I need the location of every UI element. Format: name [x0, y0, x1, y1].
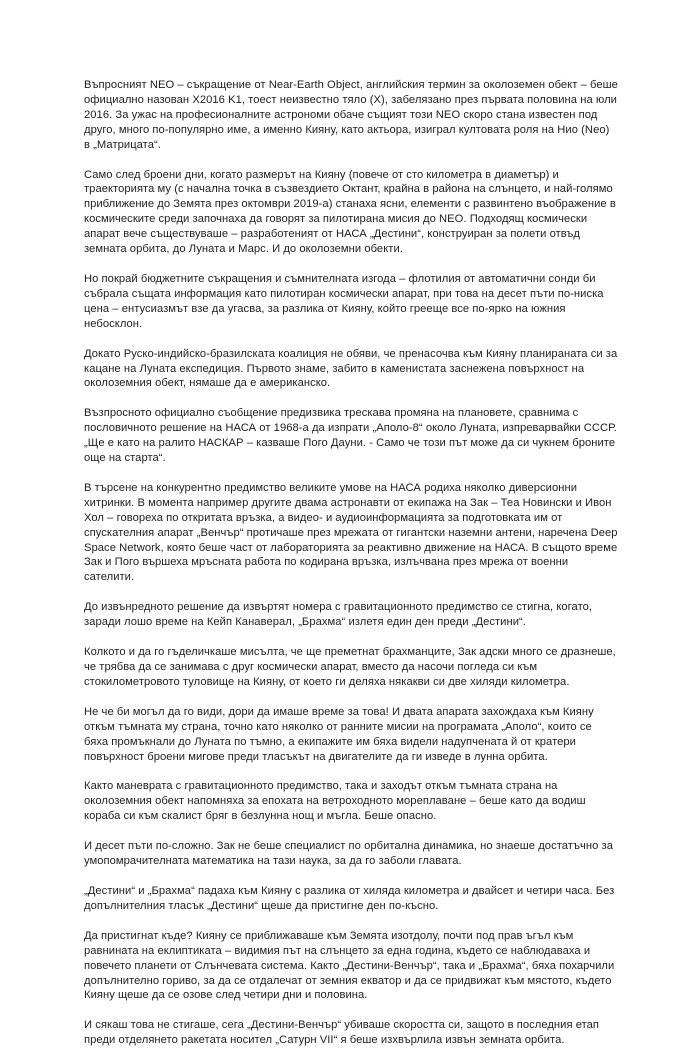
paragraph-9: Не че би могъл да го види, дори да имаше време за това! И двата апарата захождаха към Кияну откъм тъмната му страна, точно като няколко от ранните мисии на програмата „Аполо“, които се бяха промъкнали до Луната по тъмно, а екипажите им бяха видели надупчената й от кратери повърхност броени мигове преди тласъкът на двигателите да ги изведе в лунна орбита.	[84, 705, 594, 763]
document-body	[84, 78, 618, 1048]
paragraph-7: До извънредното решение да извъртят номера с гравитационното предимство се стигна, когато, заради лошо време на Кейп Канаверал, „Брахма“ излетя един ден преди „Дестини“.	[84, 601, 593, 629]
paragraph-6: В търсене на конкурентно предимство великите умове на НАСА родиха няколко диверсионни хитринки. В момента например другите двама астронавти от екипажа на Зак – Теа Новински и Ивон Хол – говореха по откритата връзка, а видео- и аудиоинформацията за подготовката им от спускателния апарат „Венчър“ протичаше през мрежата от гигантски наземни антени, наречена Deep Space Network, която беше част от лабораторията за реактивно движение на НАСА. В същото време Зак и Пого вършеха мръсната работа по кодирана връзка, излъчвана през мрежа от военни сателити.	[84, 481, 618, 584]
paragraph-8: Колкото и да го гъделичкаше мисълта, че ще преметнат брахманците, Зак адски много се дразнеше, че трябва да се занимава с друг космически апарат, вместо да насочи погледа си към стокилометровото туловище на Кияну, от което ги деляха някакви си две хиляди километра.	[84, 646, 616, 688]
paragraph-2: Само след броени дни, когато размерът на Кияну (повече от сто километра в диаметър) и траекторията му (с начална точка в съзвездието Октант, крайна в района на слънцето, и най-голямо приближение до Земята през октомври 2019-а) станаха ясни, елементи с развинтено въображение в космическите среди започнаха да говорят за пилотирана мисия до NEO. Подходящ космически апарат вече съществуваше – разработеният от НАСА „Дестини“, конструиран за полети отвъд земната орбита, до Луната и Марс. И до околоземни обекти.	[84, 168, 616, 256]
paragraph-13: Да пристигнат къде? Кияну се приближаваше към Земята изотдолу, почти под прав ъгъл към равнината на еклиптиката – видимия път на слънцето за една година, където се наблюдаваха и повечето планети от Слънчевата система. Както „Дестини-Венчър“, така и „Брахма“, бяха похарчили допълнително гориво, за да се отдалечат от земния екватор и да се придвижат към мястото, където Кияну щеше да се озове след четири дни и половина.	[84, 929, 615, 1002]
paragraph-5: Възпросното официално съобщение предизвика трескава промяна на плановете, сравнима с пословичното решение на НАСА от 1968-а да изпрати „Аполо-8“ около Луната, изпреварвайки СССР. „Ще е като на ралито НАСКАР – казваше Пого Дауни. - Само че този път може да си чукнем броните още на старта“.	[84, 407, 617, 465]
paragraph-10: Както маневрата с гравитационното предимство, така и заходът откъм тъмната страна на околоземния обект напомняха за епохата на ветроходното мореплаване – беше като да водиш кораба си към скалист бряг в безлунна нощ и мъгла. Беше опасно.	[84, 780, 586, 823]
paragraph-11: И десет пъти по-сложно. Зак не беше специалист по орбитална динамика, но знаеше достатъчно за умопомрачителната математика на тази наука, за да го заболи главата.	[84, 840, 613, 868]
paragraph-12: „Дестини“ и „Брахма“ падаха към Кияну с разлика от хиляда километра и двайсет и четири часа. Без допълнителния тласък „Дестини“ щеше да пристигне ден по-късно.	[84, 884, 615, 912]
paragraph-4: Докато Руско-индийско-бразилската коалиция не обяви, че пренасочва към Кияну планираната си за кацане на Луната експедиция. Първото знаме, забито в каменистата заснежена повърхност на околоземния обект, нямаше да е американско.	[84, 347, 618, 390]
paragraph-14: И сякаш това не стигаше, сега „Дестини-Венчър“ убиваше скоростта си, защото в последния етап преди отделянето ракетата носител „Сатурн VII“ я беше изхвърлила извън земната орбита.	[84, 1019, 600, 1047]
paragraph-1: Въпросният NEO – съкращение от Near-Earth Object, английския термин за околоземен обект – беше официално назован X2016 K1, тоест неизвестно тяло (X), забелязано през първата половина на юли 2016. За ужас на професионалните астрономи обаче същият този NEO скоро стана известен под друго, много по-популярно име, а именно Кияну, като актьора, изиграл култовата роля на Нио (Neo) в „Матрицата“.	[84, 79, 618, 151]
paragraph-3: Но покрай бюджетните съкращения и съмнителната изгода – флотилия от автоматични сонди би събрала същата информация като пилотиран космически апарат, при това на десет пъти по-ниска цена – ентусиазмът взе да угасва, за разлика от Кияну, който греещe все по-ярко на южния небосклон.	[84, 272, 604, 330]
